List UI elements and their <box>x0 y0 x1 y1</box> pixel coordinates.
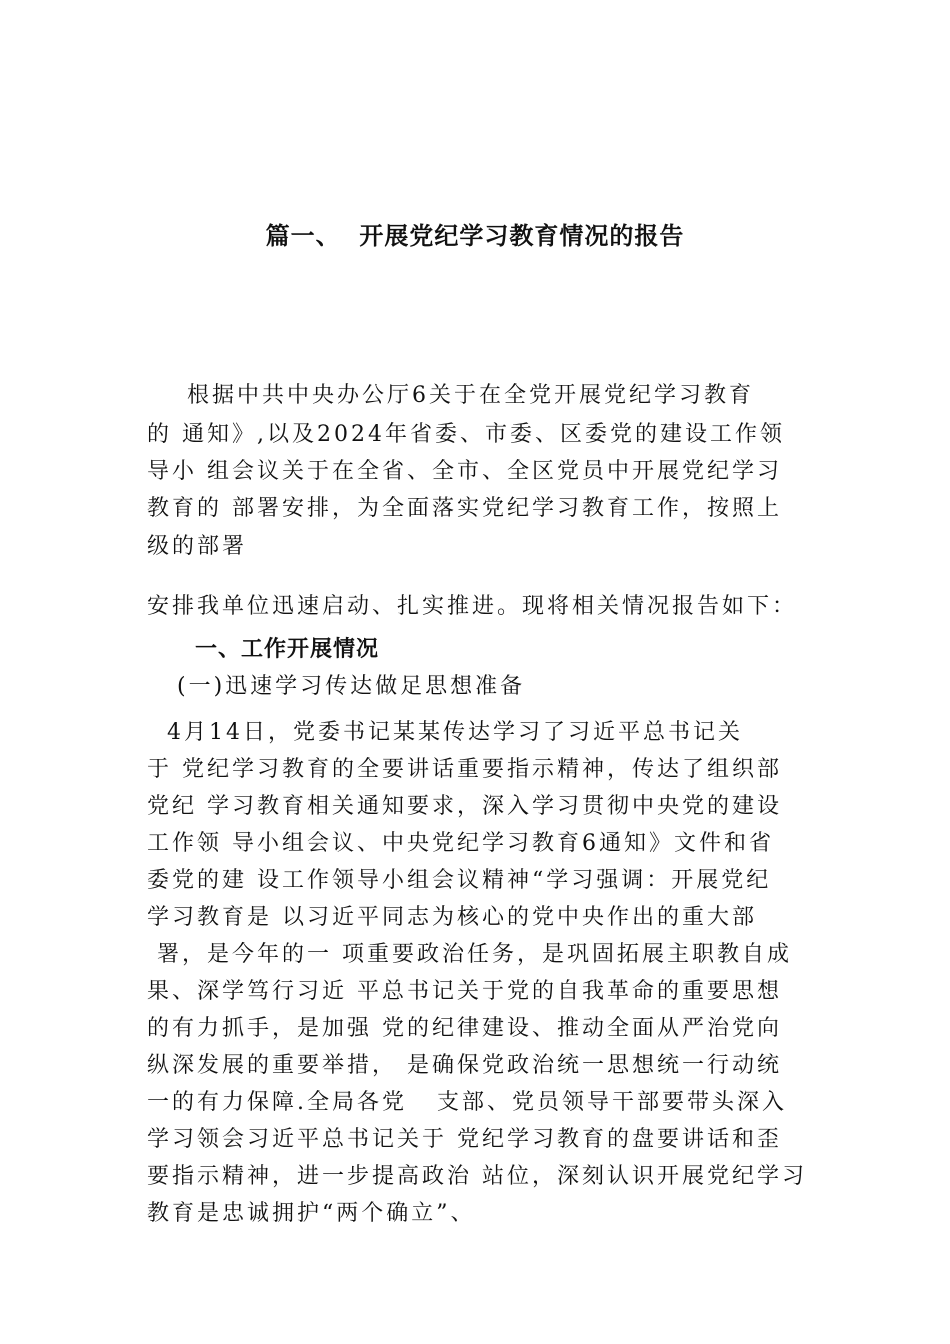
body-line: 教育是忠诚拥护“两个确立”、 <box>147 1201 476 1226</box>
body-line: 一的有力保障.全局各党 支部、党员领导干部要带头深入 <box>147 1090 787 1115</box>
body-line: 署，是今年的一 项重要政治任务，是巩固拓展主职教自成 <box>147 942 792 967</box>
intro-line: 级的部署 <box>147 534 248 559</box>
intro-line: 的 通知》,以及2024年省委、市委、区委党的建设工作领 <box>147 422 785 447</box>
body-line: 要指示精神，进一步提高政治 站位，深刻认识开展党纪学习 <box>147 1164 807 1189</box>
body-line: 委党的建 设工作领导小组会议精神“学习强调：开展党纪 <box>147 868 772 893</box>
body-line: 学习领会习近平总书记关于 党纪学习教育的盘要讲话和歪 <box>147 1127 782 1152</box>
document-title: 篇一、 开展党纪学习教育情况的报告 <box>265 222 685 250</box>
body-line: 党纪 学习教育相关通知要求，深入学习贯彻中央党的建设 <box>147 794 782 819</box>
intro-line: 导小 组会议关于在全省、全市、全区党员中开展党纪学习 <box>147 459 782 484</box>
subsection-heading: (一)迅速学习传达做足思想准备 <box>147 674 526 699</box>
body-line: 4月14日，党委书记某某传达学习了习近平总书记关 <box>147 720 743 745</box>
intro-line: 根据中共中央办公厅6关于在全党开展党纪学习教育 <box>147 383 754 408</box>
intro-line: 教育的 部署安排，为全面落实党纪学习教育工作，按照上 <box>147 496 782 521</box>
body-line: 于 党纪学习教育的全要讲话重要指示精神，传达了组织部 <box>147 757 782 782</box>
body-line: 的有力抓手，是加强 党的纪律建设、推动全面从严治党向 <box>147 1016 782 1041</box>
body-line: 果、深学笃行习近 平总书记关于党的自我革命的重要思想 <box>147 979 782 1004</box>
body-line: 纵深发展的重要举措， 是确保党政治统一思想统一行动统 <box>147 1053 782 1078</box>
body-line: 工作领 导小组会议、中央党纪学习教育6通知》文件和省 <box>147 831 774 856</box>
body-line: 学习教育是 以习近平同志为核心的党中央作出的重大部 <box>147 905 757 930</box>
section-heading: 一、工作开展情况 <box>195 637 380 662</box>
intro-tail-line: 安排我单位迅速启动、扎实推进。现将相关情况报告如下： <box>147 594 798 619</box>
